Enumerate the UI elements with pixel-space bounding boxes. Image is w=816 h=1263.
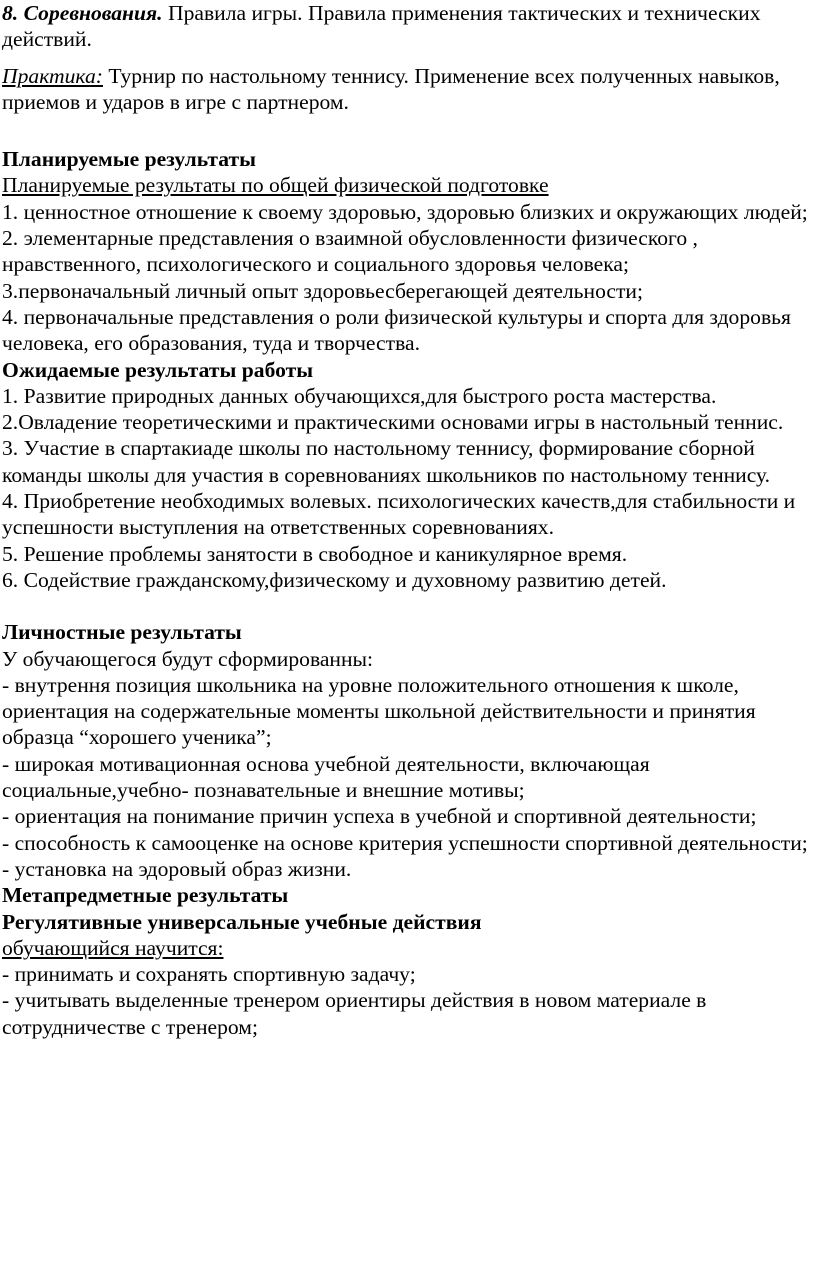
personal-item: - установка на эдоровый образ жизни. [2, 856, 352, 881]
personal-item: - способность к самооценке на основе критерия успешности спортивной деятельности; [2, 830, 808, 855]
personal-item: - широкая мотивационная основа учебной деятельности, включающая социальные,учебно- познавательные и внешние мотивы; [2, 751, 650, 803]
planned-item: 3.первоначальный личный опыт здоровьесберегающей деятельности; [2, 278, 643, 303]
expected-results-heading: Ожидаемые результаты работы [2, 357, 314, 382]
meta-item: - учитывать выделенные тренером ориентиры действия в новом материале в сотрудничестве с тренером; [2, 988, 707, 1039]
section-8-text: Правила игры. Правила применения тактических и технических действий. [2, 1, 761, 52]
personal-results-heading: Личностные результаты [2, 620, 242, 645]
expected-item: 6. Содействие гражданскому,физическому и духовному развитию детей. [2, 567, 667, 592]
planned-results-subheading: Планируемые результаты по общей физической подготовке [2, 173, 549, 198]
expected-item: 1. Развитие природных данных обучающихся,для быстрого роста мастерства. [2, 383, 717, 408]
practice-label: Практика: [2, 63, 103, 88]
planned-item: 4. первоначальные представления о роли физической культуры и спорта для здоровья человека, его образования, туда и творчества. [2, 304, 791, 356]
practice-paragraph [2, 63, 812, 116]
personal-intro: У обучающегося будут сформированны: [2, 646, 374, 671]
meta-results-heading: Метапредметные результаты [2, 883, 289, 908]
section-8-title: 8. Соревнования. [2, 1, 163, 25]
learner-will-learn-label: обучающийся научится: [2, 935, 224, 960]
expected-item: 5. Решение проблемы занятости в свободное и каникулярное время. [2, 541, 628, 566]
expected-item: 3. Участие в спартакиаде школы по настольному теннису, формирование сборной команды школы для участия в соревнованиях школьников по настольному теннису. [2, 436, 771, 487]
planned-item: 2. элементарные представления о взаимной обусловленности физического , нравственного, психологического и социального здоровья человека; [2, 226, 698, 277]
planned-results-heading: Планируемые результаты [2, 147, 256, 172]
personal-item: - ориентация на понимание причин успеха в учебной и спортивной деятельности; [2, 804, 757, 829]
planned-item: 1. ценностное отношение к своему здоровью, здоровью близких и окружающих людей; [2, 199, 808, 224]
personal-item: - внутрення позиция школьника на уровне положительного отношения к школе, ориентация на содержательные моменты школьной действительности и принятия образца “хорошего ученика”; [2, 672, 756, 750]
meta-item: - принимать и сохранять спортивную задачу; [2, 962, 416, 987]
expected-item: 4. Приобретение необходимых волевых. психологических качеств,для стабильности и успешности выступления на ответственных соревнованиях. [2, 489, 796, 540]
expected-item: 2.Овладение теоретическими и практическими основами игры в настольный теннис. [2, 410, 784, 435]
practice-text: Турнир по настольному теннису. Применение всех полученных навыков, приемов и ударов в игре с партнером. [2, 63, 780, 114]
regulatory-actions-heading: Регулятивные универсальные учебные действия [2, 909, 482, 934]
section-8-paragraph [2, 0, 812, 53]
